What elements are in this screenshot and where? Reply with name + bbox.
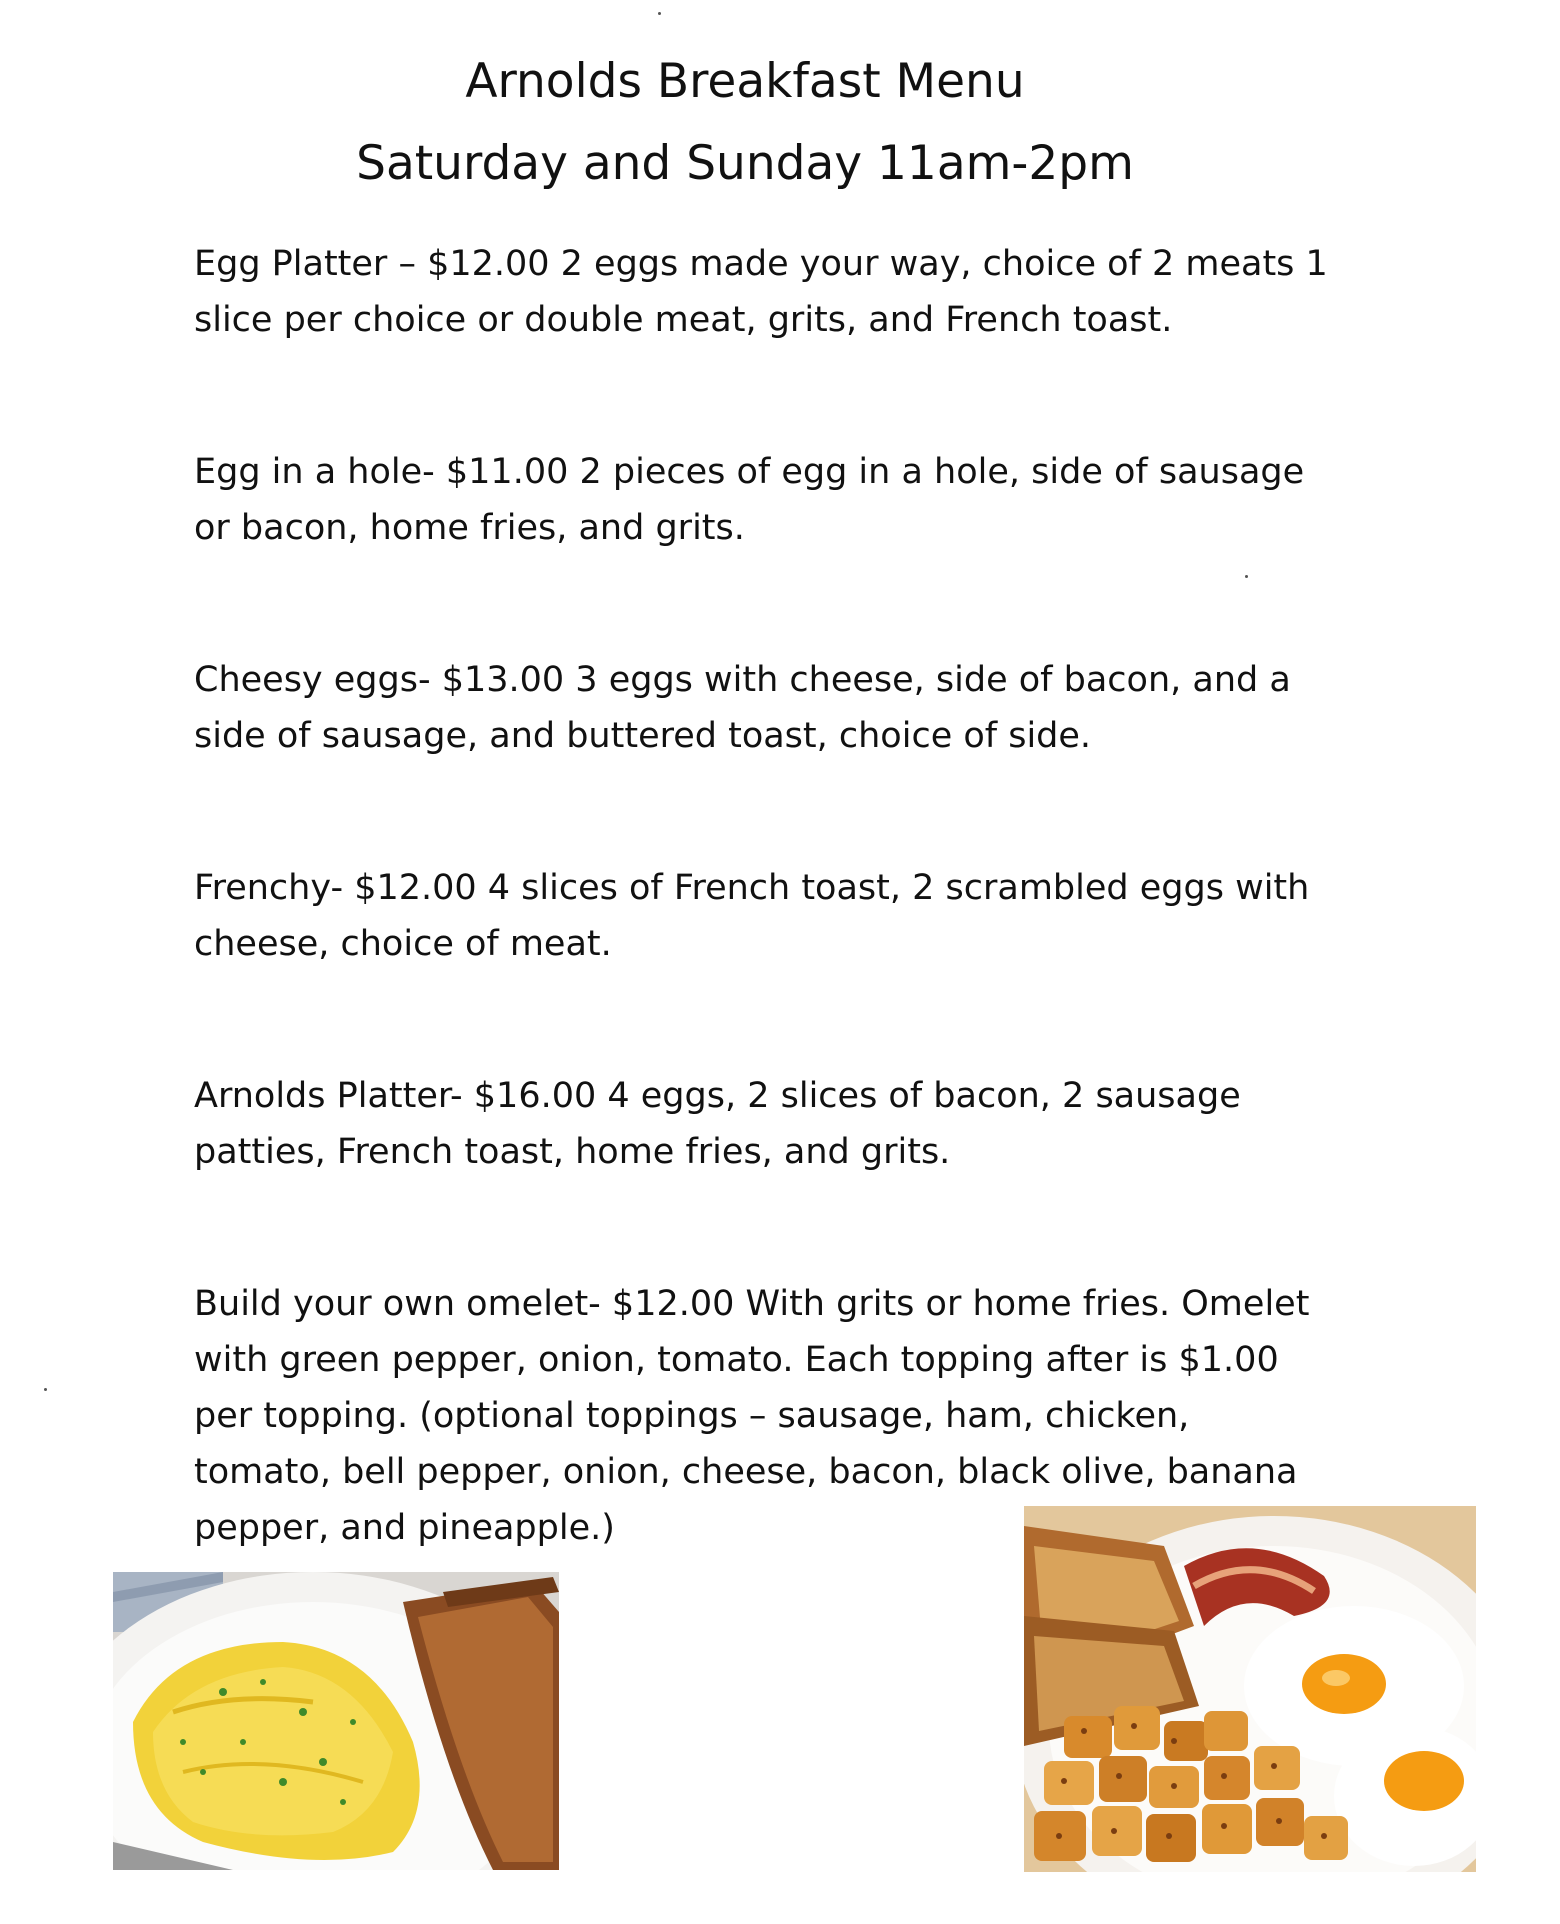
menu-item-cheesy-eggs — [194, 652, 1344, 764]
menu-item-text: slice per choice or double meat, grits, and French toast. — [194, 300, 1173, 340]
menu-item-text: Egg Platter – $12.00 2 eggs made your way, choice of 2 meats 1 — [194, 244, 1328, 284]
menu-item-text: or bacon, home fries, and grits. — [194, 508, 745, 548]
scan-speck — [658, 12, 661, 15]
menu-item-text: Cheesy eggs- $13.00 3 eggs with cheese, side of bacon, and a — [194, 660, 1291, 700]
menu-item-arnolds-platter — [194, 1068, 1344, 1180]
menu-item-frenchy — [194, 860, 1344, 972]
menu-item-text: per topping. (optional toppings – sausage, ham, chicken, — [194, 1396, 1190, 1436]
menu-item-text: Egg in a hole- $11.00 2 pieces of egg in a hole, side of sausage — [194, 452, 1305, 492]
menu-item-text: cheese, choice of meat. — [194, 924, 612, 964]
menu-item-text: Arnolds Platter- $16.00 4 eggs, 2 slices of bacon, 2 sausage — [194, 1076, 1241, 1116]
menu-item-text: Build your own omelet- $12.00 With grits or home fries. Omelet — [194, 1284, 1310, 1324]
menu-hours: Saturday and Sunday 11am-2pm — [356, 136, 1134, 191]
menu-item-text: with green pepper, onion, tomato. Each topping after is $1.00 — [194, 1340, 1279, 1380]
menu-item-text: pepper, and pineapple.) — [194, 1508, 615, 1548]
menu-item-egg-platter — [194, 236, 1344, 348]
scan-speck — [1245, 575, 1248, 578]
menu-item-text: side of sausage, and buttered toast, choice of side. — [194, 716, 1092, 756]
menu-title: Arnolds Breakfast Menu — [465, 54, 1025, 109]
menu-item-egg-in-a-hole — [194, 444, 1344, 556]
menu-item-text: tomato, bell pepper, onion, cheese, bacon, black olive, banana — [194, 1452, 1298, 1492]
menu-item-text: Frenchy- $12.00 4 slices of French toast, 2 scrambled eggs with — [194, 868, 1310, 908]
scan-speck — [44, 1388, 47, 1391]
menu-item-text: patties, French toast, home fries, and grits. — [194, 1132, 951, 1172]
breakfast-platter-photo — [1024, 1506, 1476, 1872]
breakfast-platter-drawing — [1024, 1506, 1476, 1872]
omelet-photo — [113, 1572, 559, 1870]
omelet-photo-drawing — [113, 1572, 559, 1870]
